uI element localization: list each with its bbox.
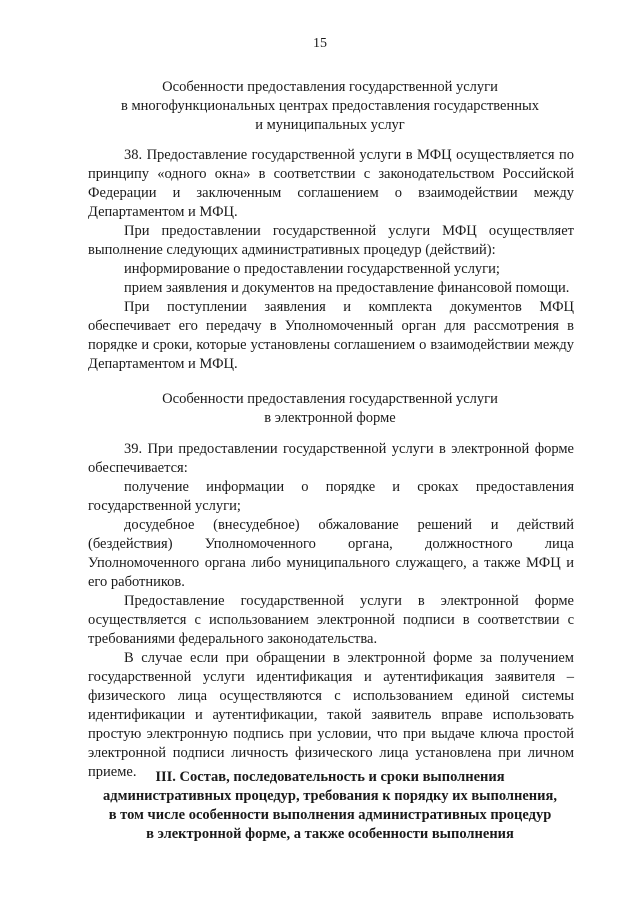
section-heading-mfc [70,78,590,135]
heading-line: в том числе особенности выполнения административных процедур [108,807,552,823]
heading-line: III. Состав, последовательность и сроки выполнения [155,769,505,785]
section-body-mfc [88,146,574,374]
paragraph: При предоставлении государственной услуги МФЦ осуществляет выполнение следующих административных процедур (действий): [88,223,574,258]
heading-line: административных процедур, требования к порядку их выполнения, [103,788,557,804]
heading-line: Особенности предоставления государственной услуги [162,79,498,95]
paragraph: Предоставление государственной услуги в электронной форме осуществляется с использованием электронной подписи в соответствии с требованиями федерального законодательства. [88,593,574,647]
heading-line: в электронной форме, а также особенности выполнения [146,826,514,842]
heading-line: Особенности предоставления государственной услуги [162,391,498,407]
paragraph: получение информации о порядке и сроках предоставления государственной услуги; [88,479,574,514]
paragraph: досудебное (внесудебное) обжалование решений и действий (бездействия) Уполномоченного органа, должностного лица Уполномоченного органа либо муниципального служащего, а также МФЦ и его работников. [88,517,574,590]
heading-line: в электронной форме [264,410,396,426]
chapter-heading-iii [70,768,590,844]
section-heading-electronic [70,390,590,428]
heading-line: и муниципальных услуг [255,117,405,133]
paragraph: В случае если при обращении в электронной форме за получением государственной услуги идентификация и аутентификация заявителя – физического лица осуществляются с использованием единой системы идентификации и аутентификации, такой заявитель вправе использовать простую электронную подпись при условии, что при выдаче ключа простой электронной подписи личность физического лица установлена при личном приеме. [88,650,574,780]
page-number: 15 [313,36,327,51]
paragraph: прием заявления и документов на предоставление финансовой помощи. [124,280,570,296]
heading-line: в многофункциональных центрах предоставления государственных [120,98,540,114]
paragraph: информирование о предоставлении государственной услуги; [124,261,500,277]
paragraph: 39. При предоставлении государственной услуги в электронной форме обеспечивается: [88,441,574,476]
paragraph: При поступлении заявления и комплекта документов МФЦ обеспечивает его передачу в Уполномоченный орган для рассмотрения в порядке и сроки, которые установлены соглашением о взаимодействии между Департаментом и МФЦ. [88,299,574,372]
section-body-electronic [88,440,574,782]
paragraph: 38. Предоставление государственной услуги в МФЦ осуществляется по принципу «одного окна» в соответствии с законодательством Российской Федерации и заключенным соглашением о взаимодействии между Департаментом и МФЦ. [88,147,574,220]
